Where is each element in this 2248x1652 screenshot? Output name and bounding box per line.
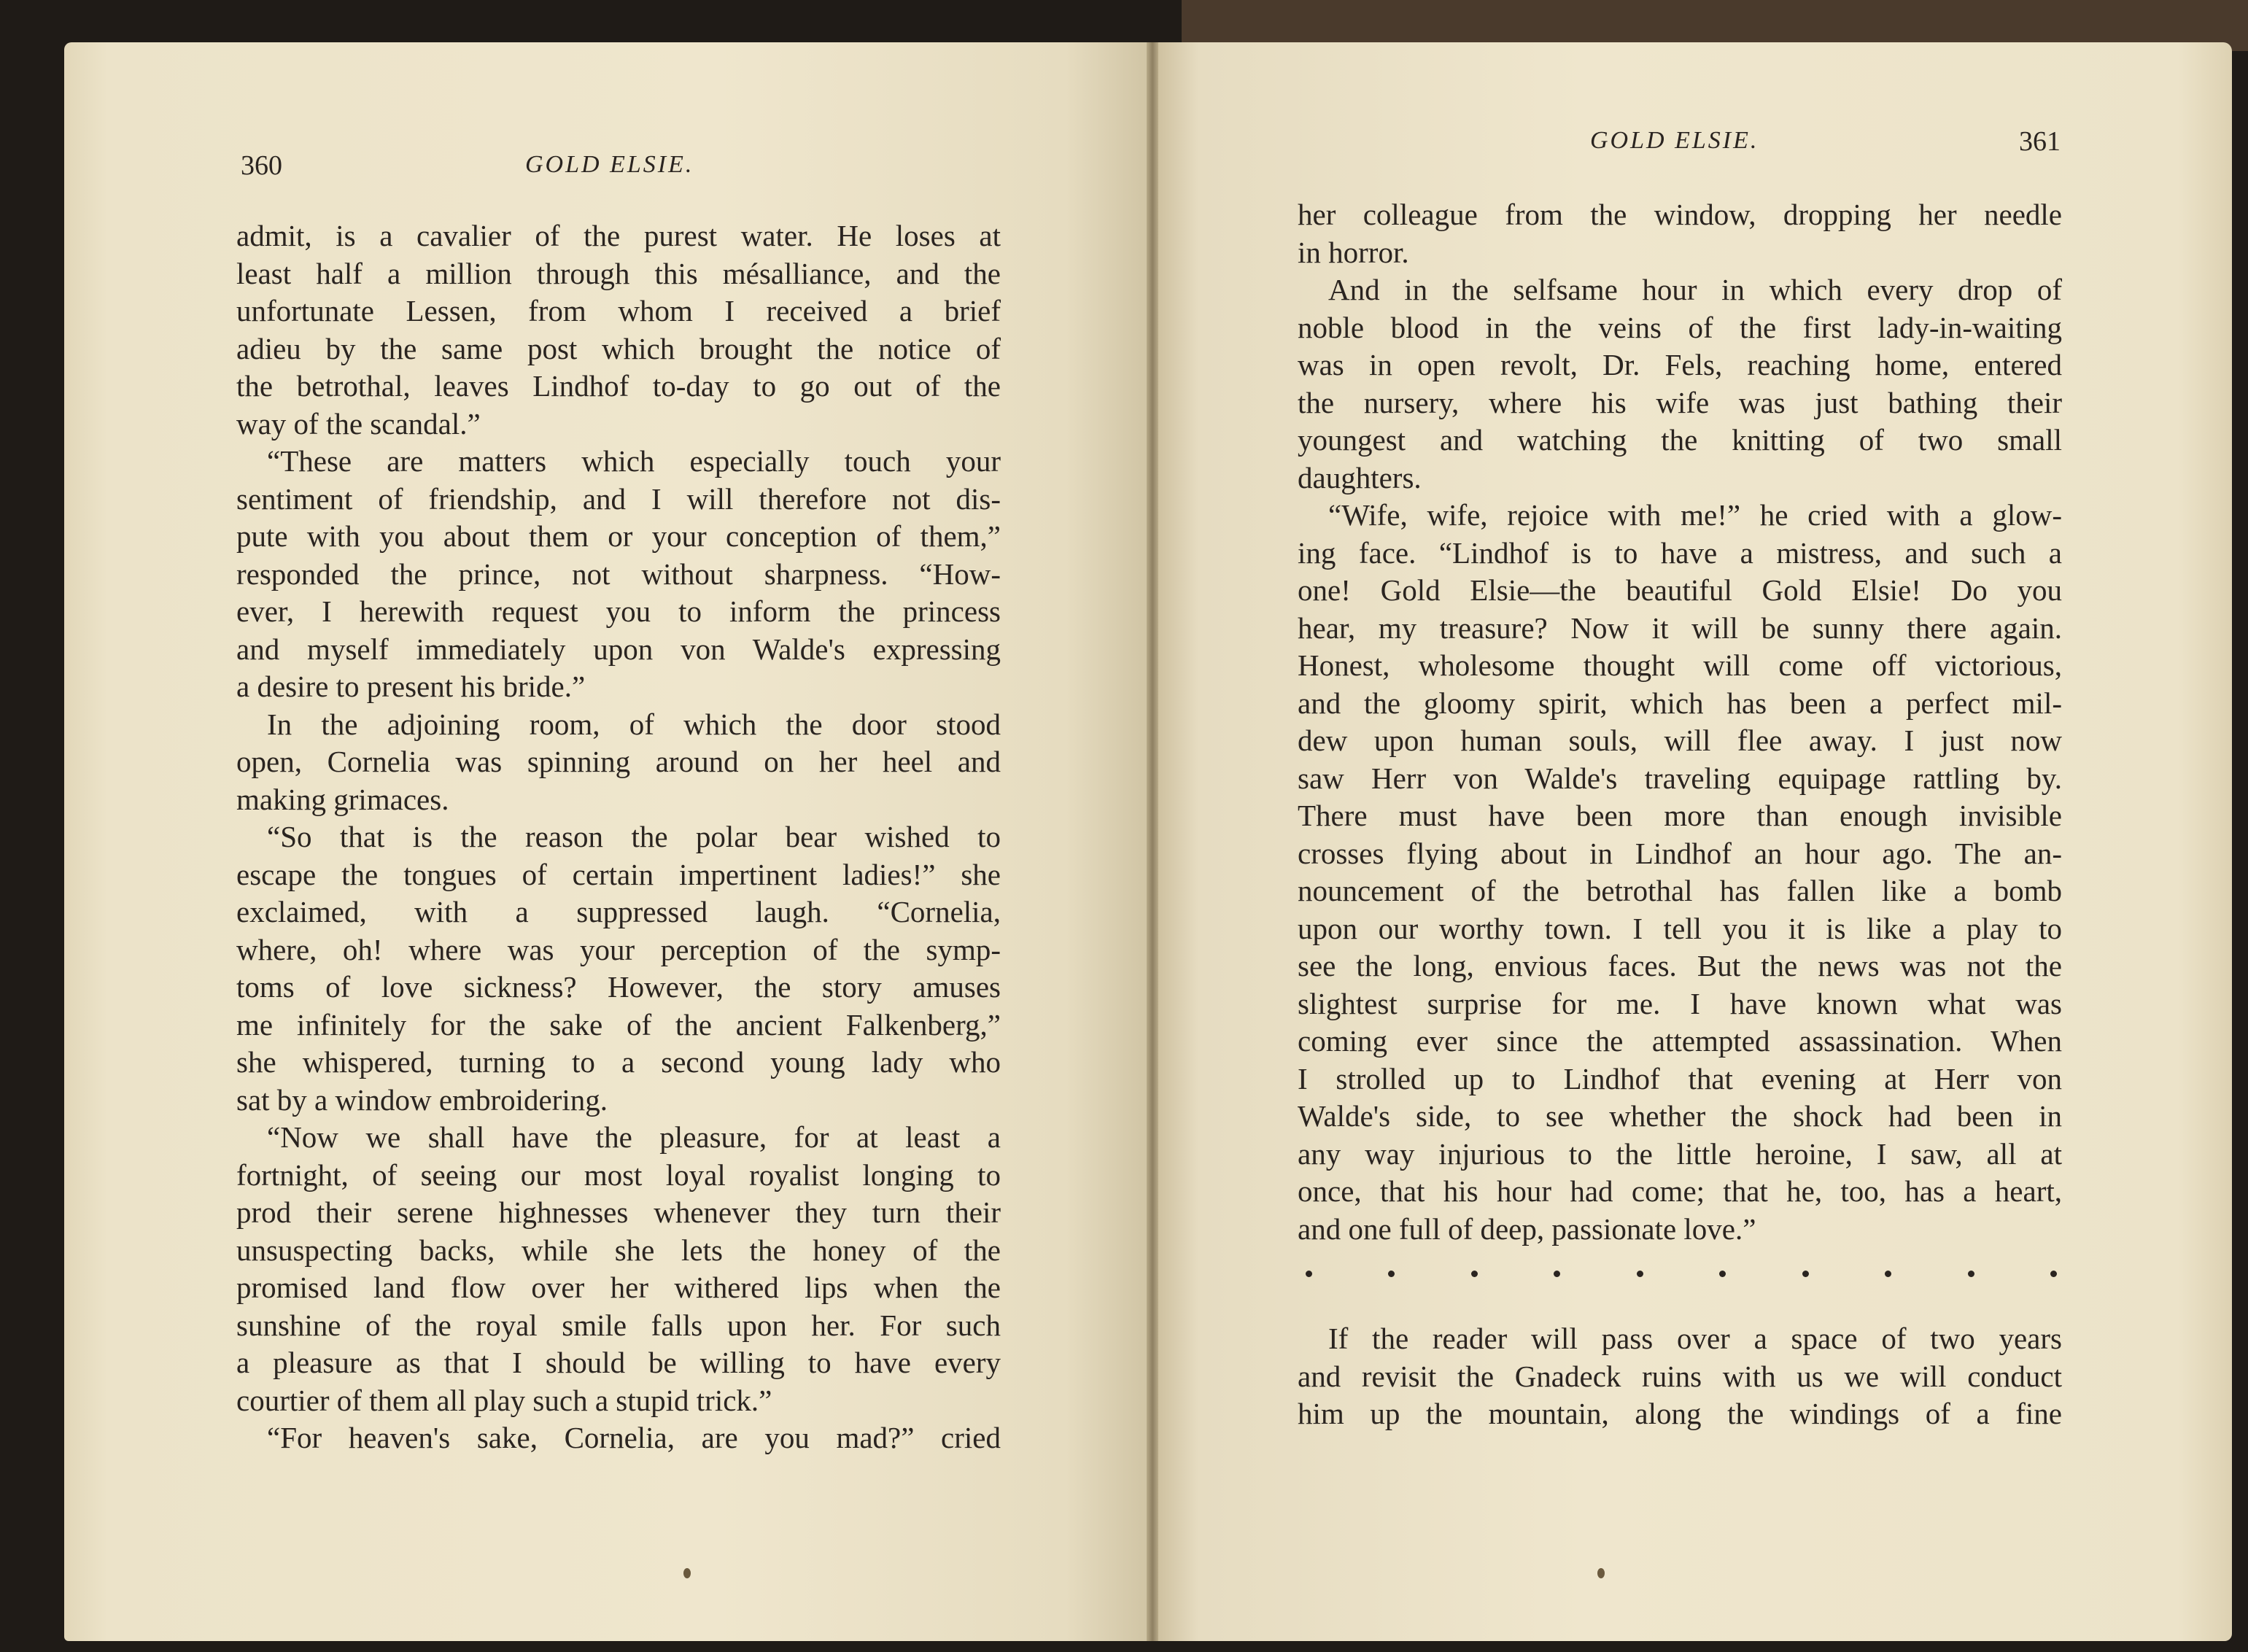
text-line: youngest and watching the knitting of two small: [1298, 423, 2062, 457]
text-line: least half a million through this mésalliance, and the: [236, 256, 1001, 290]
right-page-text-after-break: [1298, 1320, 2062, 1433]
break-dot: [1554, 1271, 1560, 1277]
text-line: ever, I herewith request you to inform the princess: [236, 594, 1001, 628]
text-line: prod their serene highnesses whenever they turn their: [236, 1195, 1001, 1229]
text-line: saw Herr von Walde's traveling equipage rattling by.: [1298, 761, 2062, 795]
left-running-head: GOLD ELSIE.: [525, 151, 694, 178]
text-line: the nursery, where his wife was just bathing their: [1298, 385, 2062, 419]
text-line: admit, is a cavalier of the purest water. He loses at: [236, 219, 1001, 252]
text-line: promised land flow over her withered lips when the: [236, 1271, 1001, 1304]
text-line: and revisit the Gnadeck ruins with us we will conduct: [1298, 1359, 2062, 1393]
break-dot: [2050, 1271, 2057, 1277]
text-line: a desire to present his bride.”: [236, 670, 586, 703]
break-dot: [1968, 1271, 1974, 1277]
section-break-dots: [1306, 1271, 2057, 1277]
right-page-text: [1298, 196, 2062, 1248]
text-line: way of the scandal.”: [236, 406, 481, 441]
text-line: “Now we shall have the pleasure, for at least a: [267, 1120, 1001, 1154]
text-line: “So that is the reason the polar bear wished to: [267, 820, 1001, 853]
text-line: unfortunate Lessen, from whom I received a brief: [236, 294, 1001, 327]
text-line: making grimaces.: [236, 782, 449, 816]
text-line: daughters.: [1298, 460, 1422, 495]
text-line: sunshine of the royal smile falls upon her. For such: [236, 1308, 1001, 1342]
text-line: any way injurious to the little heroine, I saw, all at: [1298, 1136, 2062, 1171]
text-line: in horror.: [1298, 235, 1409, 269]
text-line: pute with you about them or your conception of them,”: [236, 519, 1001, 553]
text-line: If the reader will pass over a space of two years: [1328, 1322, 2062, 1355]
text-line: “For heaven's sake, Cornelia, are you mad?” cried: [267, 1421, 1001, 1454]
text-line: hear, my treasure? Now it will be sunny there again.: [1298, 610, 2062, 645]
text-line: escape the tongues of certain impertinent ladies!” she: [236, 857, 1001, 891]
right-running-head: GOLD ELSIE.: [1590, 127, 1759, 154]
left-page-number: 360: [241, 150, 282, 181]
text-line: Walde's side, to see whether the shock had been in: [1298, 1099, 2062, 1133]
text-line: the betrothal, leaves Lindhof to-day to go out of the: [236, 369, 1001, 403]
break-dot: [1802, 1271, 1809, 1277]
text-line: “Wife, wife, rejoice with me!” he cried with a glow-: [1328, 498, 2062, 532]
text-line: and one full of deep, passionate love.”: [1298, 1211, 1756, 1246]
text-line: her colleague from the window, dropping her needle: [1298, 198, 2062, 231]
text-line: where, oh! where was your perception of the symp-: [236, 932, 1001, 966]
left-page-text: [236, 217, 1001, 1457]
text-line: There must have been more than enough invisible: [1298, 799, 2062, 832]
text-line: ing face. “Lindhof is to have a mistress, and such a: [1298, 535, 2062, 570]
book-gutter: [1147, 42, 1158, 1641]
text-line: courtier of them all play such a stupid trick.”: [236, 1383, 772, 1417]
text-line: a pleasure as that I should be willing to have every: [236, 1346, 1001, 1379]
right-page-number: 361: [2019, 126, 2061, 157]
text-line: coming ever since the attempted assassination. When: [1298, 1024, 2062, 1058]
text-line: nouncement of the betrothal has fallen like a bomb: [1298, 874, 2062, 907]
text-line: In the adjoining room, of which the door stood: [267, 707, 1001, 741]
text-line: fortnight, of seeing our most loyal royalist longing to: [236, 1157, 1001, 1192]
text-line: and the gloomy spirit, which has been a perfect mil-: [1298, 686, 2062, 720]
break-dot: [1637, 1271, 1643, 1277]
text-line: upon our worthy town. I tell you it is like a play to: [1298, 911, 2062, 945]
text-line: crosses flying about in Lindhof an hour ago. The an-: [1298, 836, 2062, 870]
text-line: noble blood in the veins of the first lady-in-waiting: [1298, 310, 2062, 344]
text-line: one! Gold Elsie—the beautiful Gold Elsie! Do you: [1298, 573, 2062, 607]
break-dot: [1388, 1271, 1395, 1277]
text-line: “These are matters which especially touch your: [267, 444, 1001, 478]
text-line: Honest, wholesome thought will come off victorious,: [1298, 648, 2062, 682]
page-blemish: [683, 1568, 691, 1578]
text-line: dew upon human souls, will flee away. I just now: [1298, 724, 2062, 757]
break-dot: [1885, 1271, 1891, 1277]
text-line: sat by a window embroidering.: [236, 1082, 608, 1117]
text-line: I strolled up to Lindhof that evening at Herr von: [1298, 1061, 2062, 1095]
text-line: exclaimed, with a suppressed laugh. “Cornelia,: [236, 895, 1001, 928]
page-blemish: [1597, 1568, 1605, 1578]
text-line: slightest surprise for me. I have known what was: [1298, 986, 2062, 1020]
text-line: see the long, envious faces. But the news was not the: [1298, 949, 2062, 982]
break-dot: [1719, 1271, 1726, 1277]
text-line: and myself immediately upon von Walde's expressing: [236, 632, 1001, 666]
text-line: toms of love sickness? However, the story amuses: [236, 970, 1001, 1004]
text-line: she whispered, turning to a second young lady who: [236, 1045, 1001, 1079]
text-line: open, Cornelia was spinning around on her heel and: [236, 745, 1001, 778]
text-line: sentiment of friendship, and I will therefore not dis-: [236, 481, 1001, 516]
text-line: was in open revolt, Dr. Fels, reaching home, entered: [1298, 348, 2062, 381]
text-line: unsuspecting backs, while she lets the honey of the: [236, 1233, 1001, 1267]
text-line: me infinitely for the sake of the ancient Falkenberg,”: [236, 1007, 1001, 1042]
text-line: him up the mountain, along the windings of a fine: [1298, 1397, 2062, 1430]
break-dot: [1471, 1271, 1478, 1277]
text-line: adieu by the same post which brought the notice of: [236, 331, 1001, 365]
text-line: And in the selfsame hour in which every drop of: [1328, 273, 2062, 306]
text-line: responded the prince, not without sharpness. “How-: [236, 557, 1001, 591]
break-dot: [1306, 1271, 1312, 1277]
text-line: once, that his hour had come; that he, too, has a heart,: [1298, 1174, 2062, 1208]
